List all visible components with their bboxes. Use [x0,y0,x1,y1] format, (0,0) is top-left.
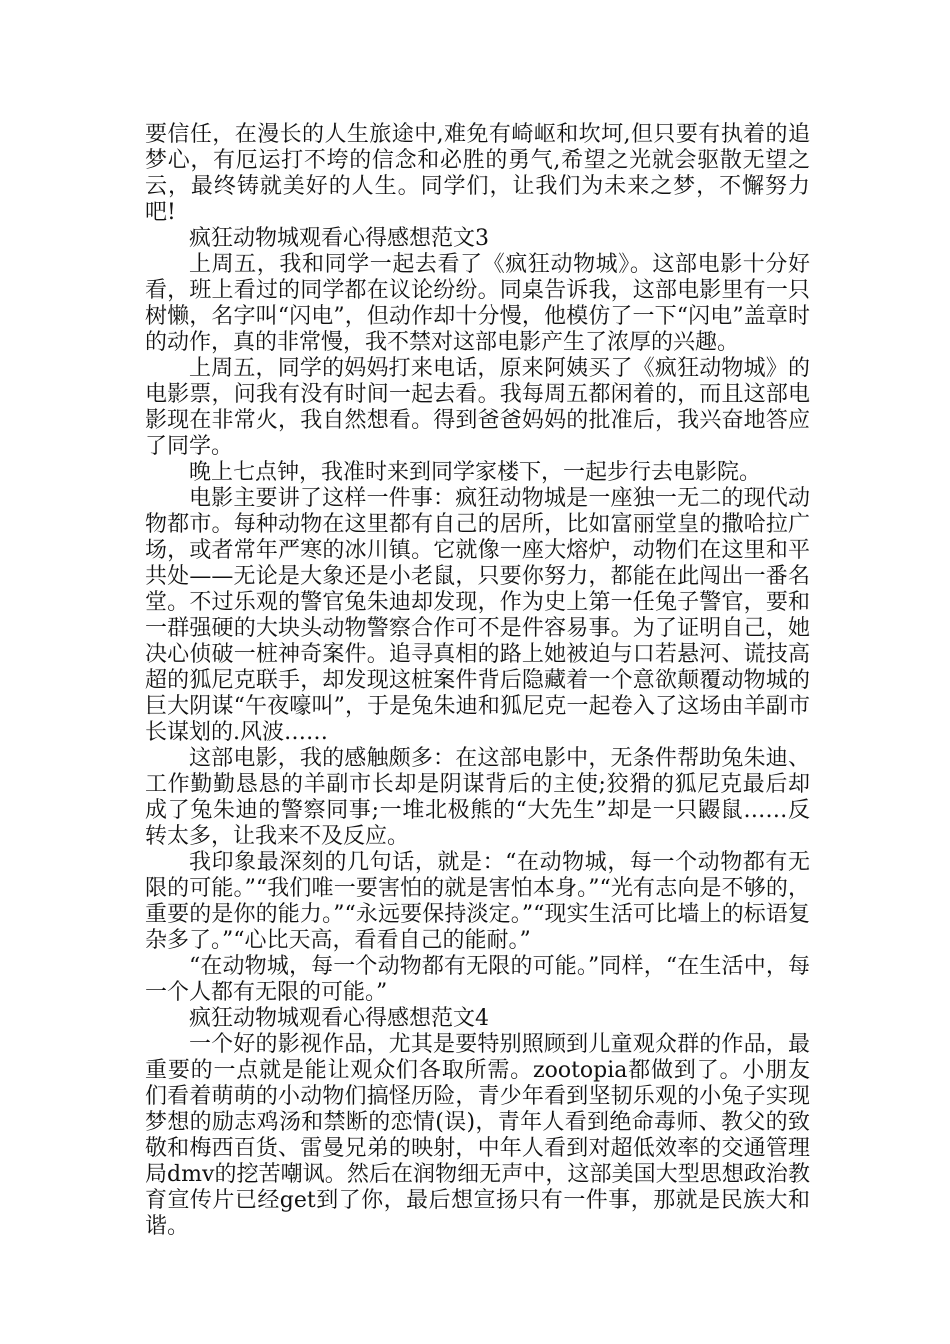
paragraph: “在动物城，每一个动物都有无限的可能。”同样，“在生活中，每一个人都有无限的可能。” [145,954,810,1005]
section-heading-4: 疯狂动物城观看心得感想范文4 [189,1006,489,1031]
paragraph: 上周五，我和同学一起去看了《疯狂动物城》。这部电影十分好看，班上看过的同学都在议论纷纷。同桌告诉我，这部电影里有一只树懒，名字叫“闪电”，但动作却十分慢，他模仿了一下“闪电”盖章时的动作，真的非常慢，我不禁对这部电影产生了浓厚的兴趣。 [145,252,810,355]
paragraph: 电影主要讲了这样一件事：疯狂动物城是一座独一无二的现代动物都市。每种动物在这里都有自己的居所，比如富丽堂皇的撒哈拉广场，或者常年严寒的冰川镇。它就像一座大熔炉，动物们在这里和平共处——无论是大象还是小老鼠，只要你努力，都能在此闯出一番名堂。不过乐观的警官兔朱迪却发现，作为史上第一任兔子警官，要和一群强硬的大块头动物警察合作可不是件容易事。为了证明自己，她决心侦破一桩神奇案件。追寻真相的路上她被迫与口若悬河、谎技高超的狐尼克联手，却发现这桩案件背后隐藏着一个意欲颠覆动物城的巨大阴谋“午夜嚎叫”，于是兔朱迪和狐尼克一起卷入了这场由羊副市长谋划的.风波…… [145,486,810,745]
document-page [145,122,810,1240]
paragraph-intro: 要信任，在漫长的人生旅途中,难免有崎岖和坎坷,但只要有执着的追梦心，有厄运打不垮的信念和必胜的勇气,希望之光就会驱散无望之云，最终铸就美好的人生。同学们，让我们为未来之梦，不懈努力吧! [145,122,810,225]
paragraph: 我印象最深刻的几句话，就是：“在动物城，每一个动物都有无限的可能。”“我们唯一要害怕的就是害怕本身。”“光有志向是不够的，重要的是你的能力。”“永远要保持淡定。”“现实生活可比墙上的标语复杂多了。”“心比天高，看看自己的能耐。” [145,850,810,953]
paragraph: 晚上七点钟，我准时来到同学家楼下，一起步行去电影院。 [189,460,762,485]
paragraph: 这部电影，我的感触颇多：在这部电影中，无条件帮助兔朱迪、工作勤勤恳恳的羊副市长却是阴谋背后的主使;狡猾的狐尼克最后却成了兔朱迪的警察同事;一堆北极熊的“大先生”却是一只鼹鼠……反转太多，让我来不及反应。 [145,746,810,849]
paragraph: 上周五，同学的妈妈打来电话，原来阿姨买了《疯狂动物城》的电影票，问我有没有时间一起去看。我每周五都闲着的，而且这部电影现在非常火，我自然想看。得到爸爸妈妈的批准后，我兴奋地答应了同学。 [145,356,810,459]
paragraph: 一个好的影视作品，尤其是要特别照顾到儿童观众群的作品，最重要的一点就是能让观众们各取所需。zootopia都做到了。小朋友们看着萌萌的小动物们搞怪历险，青少年看到坚韧乐观的小兔子实现梦想的励志鸡汤和禁断的恋情(误)，青年人看到绝命毒师、教父的致敬和梅西百货、雷曼兄弟的映射，中年人看到对超低效率的交通管理局dmv的挖苦嘲讽。然后在润物细无声中，这部美国大型思想政治教育宣传片已经get到了你，最后想宣扬只有一件事，那就是民族大和谐。 [145,1032,810,1239]
section-heading-3: 疯狂动物城观看心得感想范文3 [189,226,489,251]
